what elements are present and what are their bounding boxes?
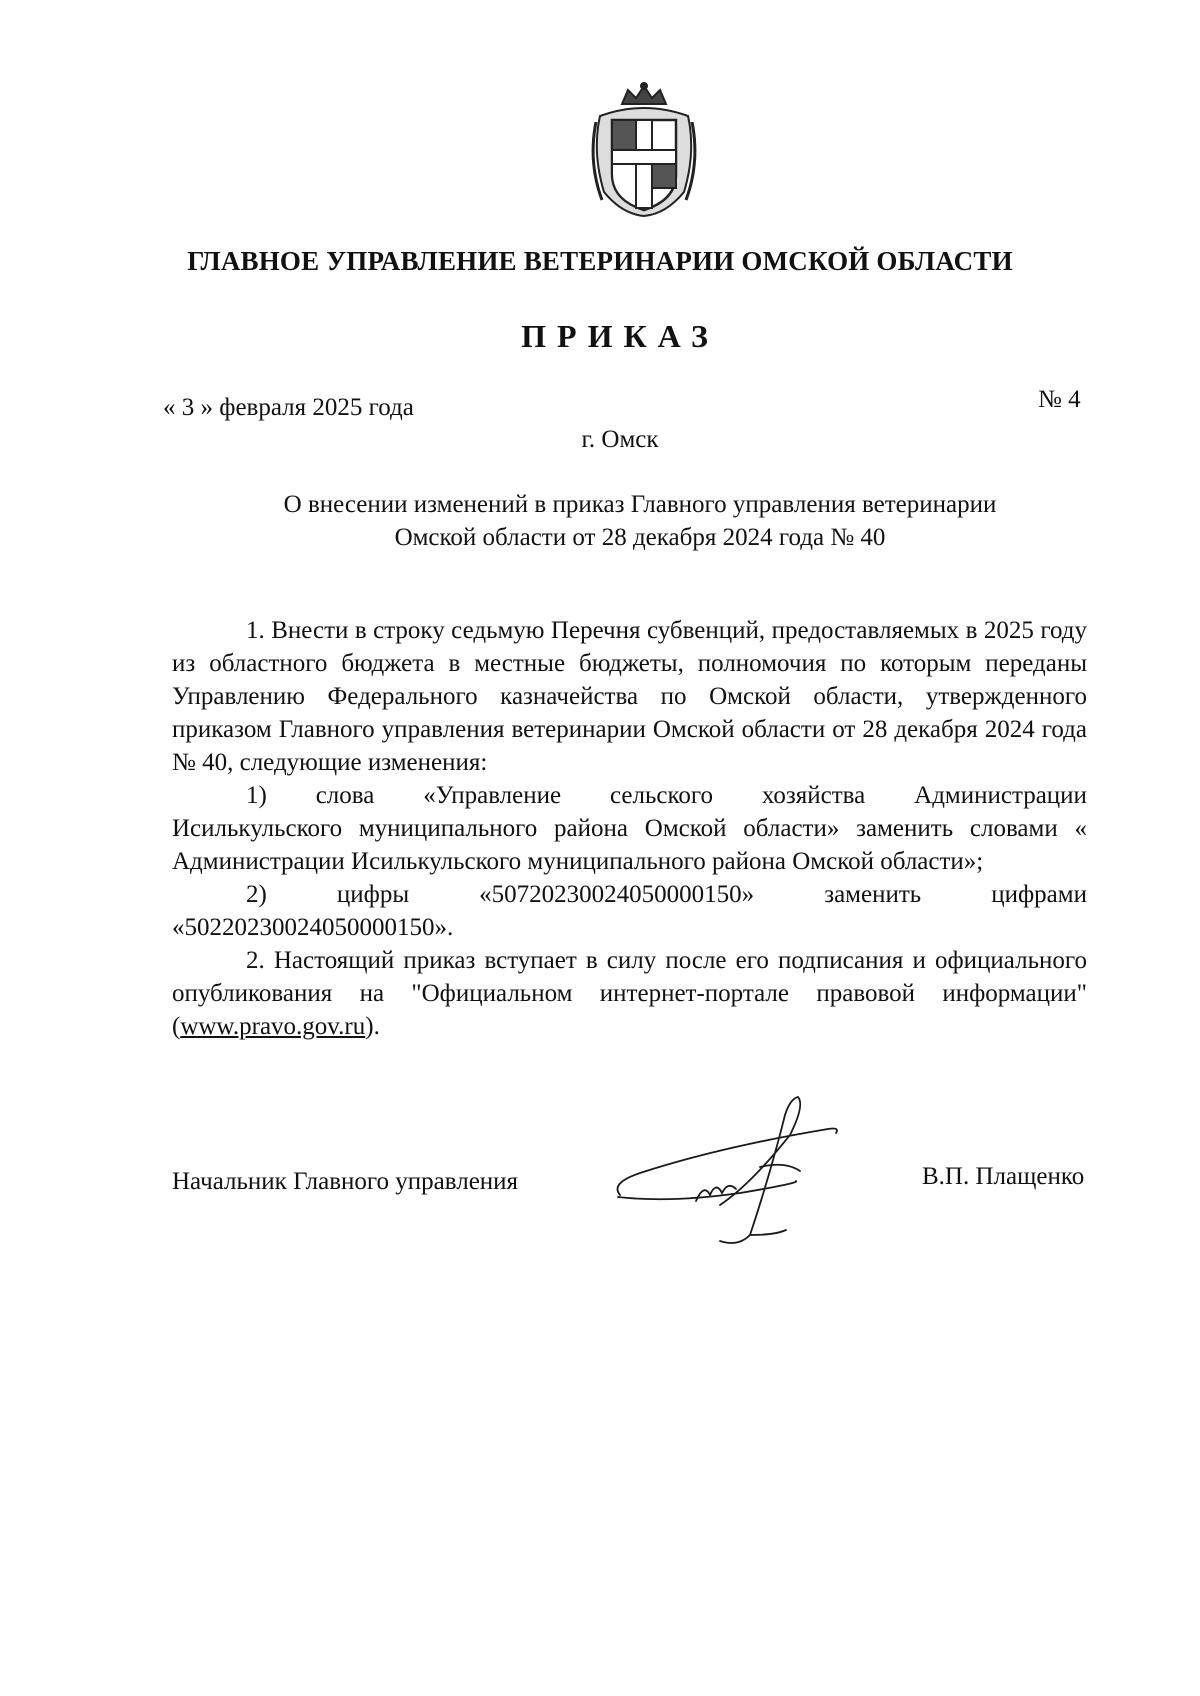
item-2-new-code: «50220230024050000150». — [172, 914, 454, 941]
coat-of-arms-emblem — [582, 82, 706, 218]
handwritten-signature — [600, 1085, 870, 1245]
document-number: № 4 — [1038, 386, 1081, 413]
item-1-word: «Управление — [423, 782, 562, 809]
item-1-word: Администрации — [914, 782, 1087, 809]
subject-line-2: Омской области от 28 декабря 2024 года № 40 — [394, 524, 886, 551]
pravo-gov-link[interactable]: www.pravo.gov.ru — [180, 1013, 366, 1040]
paragraph-2-end: ). — [365, 1013, 380, 1040]
item-2-word: цифрами — [991, 881, 1087, 908]
paragraph-2-text: 2. Настоящий приказ вступает в силу после его подписания и официального опубликования на "Официальном интернет-портале правовой информации" ( — [172, 947, 1087, 1040]
document-body — [172, 614, 1087, 1043]
item-1-continuation: Исилькульского муниципального района Омской области» заменить словами « Администрации Исилькульского муниципального района Омской области»; — [172, 815, 1087, 875]
item-1-word: хозяйства — [761, 782, 866, 809]
organization-name: ГЛАВНОЕ УПРАВЛЕНИЕ ВЕТЕРИНАРИИ ОМСКОЙ ОБЛАСТИ — [187, 246, 1013, 276]
document-type: ПРИКАЗ — [521, 318, 719, 354]
item-1-word: сельского — [610, 782, 713, 809]
subject-line-1: О внесении изменений в приказ Главного управления ветеринарии — [283, 491, 997, 518]
document-city: г. Омск — [581, 426, 659, 453]
item-1-first-line — [172, 779, 1087, 812]
item-2-word: цифры — [336, 881, 410, 908]
item-2-number: 2) — [246, 881, 267, 908]
item-2-first-line — [172, 878, 1087, 911]
document-subject — [200, 488, 1080, 554]
paragraph-2 — [172, 944, 1087, 1043]
item-2-word: заменить — [824, 881, 922, 908]
paragraph-1: 1. Внести в строку седьмую Перечня субвенций, предоставляемых в 2025 году из областного бюджета в местные бюджеты, полномочия по которым переданы Управлению Федерального казначейства по Омской области, утвержденного приказом Главного управления ветеринарии Омской области от 28 декабря 2024 года № 40, следующие изменения: — [172, 617, 1087, 776]
item-1-word: слова — [315, 782, 375, 809]
document-date: « 3 » февраля 2025 года — [163, 394, 414, 421]
signatory-name: В.П. Плащенко — [922, 1163, 1085, 1190]
item-1-number: 1) — [246, 782, 267, 809]
signatory-title: Начальник Главного управления — [172, 1168, 519, 1195]
item-2-old-code: «50720230024050000150» — [479, 881, 755, 908]
